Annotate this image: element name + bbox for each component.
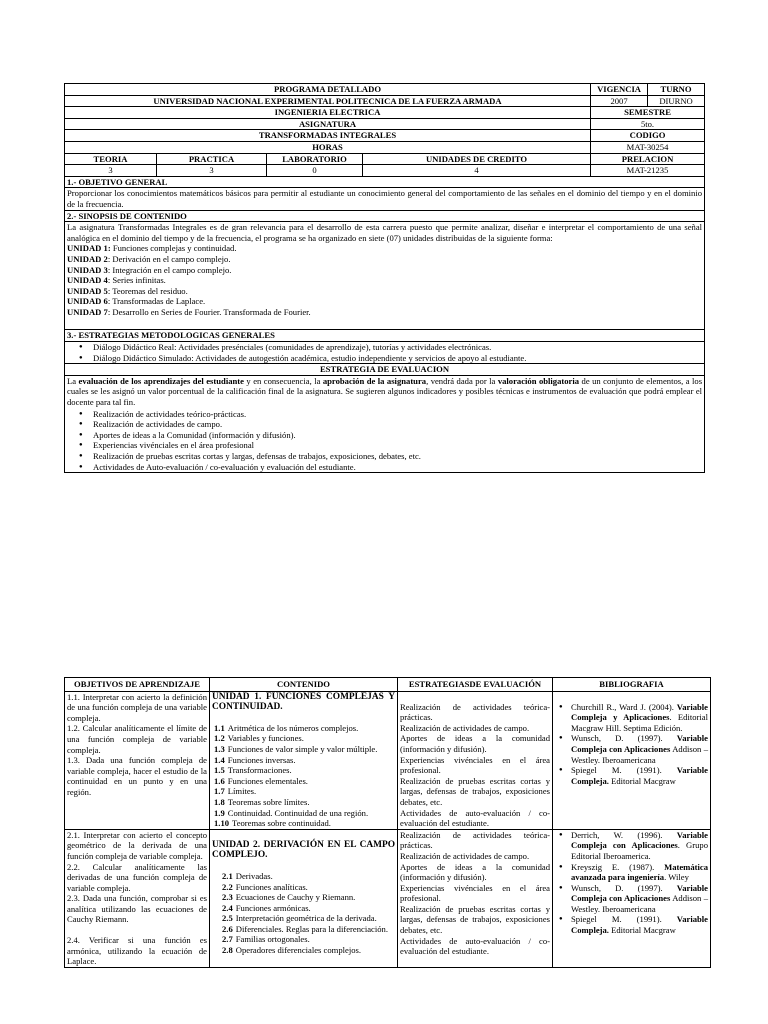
objetivos-cell — [65, 691, 210, 829]
contenido-text: Transformaciones. — [227, 765, 292, 776]
contenido-number: 1.4 — [214, 754, 225, 765]
contenido-item — [212, 818, 395, 829]
evaluacion-item: Realización de actividades teórica-prácticas. — [400, 829, 550, 851]
evaluacion-item: Realización de pruebas escritas cortas y largas, defensas de trabajos, exposiciones debates, etc. — [400, 775, 550, 807]
contenido-number: 1.3 — [214, 743, 225, 754]
unit-label: UNIDAD 4 — [67, 275, 108, 286]
contenido-item — [212, 723, 395, 734]
sinopsis-text: La asignatura Transformadas Integrales es de gran relevancia para el desarrollo de esta carrera puesto que permite analizar, diseñar e interpretar el comportamiento de una señal analógica en el dominio del tiempo y de la frecuencia, el programa se ha organizado en siete (07) unidades distribuidas de la siguiente forma: — [67, 222, 703, 243]
bib-publisher: . Grupo Editorial Iberoamerica. — [571, 840, 708, 861]
list-item: ● Actividades de Auto-evaluación / co-evaluación y evaluación del estudiante. — [93, 462, 702, 473]
bibliografia-item — [571, 914, 708, 935]
unidades-value: 4 — [363, 165, 591, 177]
unit-label: UNIDAD 5 — [67, 285, 108, 296]
evaluacion-items — [400, 830, 550, 957]
contenido-item — [212, 786, 395, 797]
unit-title: UNIDAD 1. FUNCIONES COMPLEJAS Y CONTINUIDAD. — [212, 691, 395, 713]
contenido-list — [212, 723, 395, 829]
contenido-number: 2.7 — [222, 934, 233, 945]
bib-author: Churchill R., Ward J. (2004). — [571, 701, 677, 712]
unit-text: Funciones complejas y continuidad. — [110, 243, 237, 254]
vigencia-value: 2007 — [591, 95, 648, 107]
evaluacion-cell — [65, 375, 705, 472]
unit-label: UNIDAD 2 — [67, 253, 108, 264]
contenido-number: 2.1 — [222, 870, 233, 881]
bib-publisher: . Editorial Macgraw Hill. Septima Edición. — [571, 712, 708, 733]
contenido-number: 2.5 — [222, 913, 233, 924]
contenido-item — [212, 903, 395, 914]
list-item: ● Realización de pruebas escritas cortas y largas, defensas de trabajos, exposiciones, debates, etc. — [93, 451, 702, 462]
list-item: ● Realización de actividades teórico-prácticas. — [93, 409, 702, 420]
contenido-text: Continuidad. Continuidad de una región. — [227, 807, 369, 818]
evaluacion-item: Experiencias vivénciales en el área profesional. — [400, 882, 550, 904]
contenido-cell — [210, 829, 398, 967]
estrategias-list — [67, 342, 702, 363]
contenido-number: 2.8 — [222, 945, 233, 956]
sinopsis-unit — [67, 254, 702, 265]
unit-text: : Derivación en el campo complejo. — [107, 253, 231, 264]
sinopsis-unit — [67, 286, 702, 297]
unit-title: UNIDAD 2. DERIVACIÓN EN EL CAMPO COMPLEJO. — [212, 839, 395, 861]
contenido-item — [212, 924, 395, 935]
contenido-text: Funciones elementales. — [227, 775, 308, 786]
contenido-number: 2.3 — [222, 892, 233, 903]
sinopsis-unit — [67, 296, 702, 307]
prelacion-label: PRELACION — [591, 153, 705, 165]
contenido-item — [212, 882, 395, 893]
contenido-number: 2.4 — [222, 902, 233, 913]
carrera-name: INGENIERIA ELECTRICA — [65, 107, 591, 119]
list-item: ● Experiencias vivénciales en el área profesional — [93, 440, 702, 451]
unit-label: UNIDAD 3 — [67, 264, 108, 275]
objetivo-item: 2.4. Verificar si una función es armónica, utilizando la ecuación de Laplace. — [67, 935, 207, 967]
col-header-evaluacion: ESTRATEGIASDE EVALUACIÓN — [398, 678, 553, 692]
unit-label: UNIDAD 1: — [67, 243, 111, 254]
bibliografia-item — [571, 765, 708, 786]
table-row — [65, 691, 711, 829]
contenido-item — [212, 776, 395, 787]
objetivo-item: 2.1. Interpretar con acierto el concepto geométrico de la derivada de una función compleja de variable compleja. — [67, 829, 207, 861]
sinopsis-cell — [65, 222, 705, 330]
bib-title: Variable Compleja con Aplicaciones — [571, 882, 708, 904]
teoria-value: 3 — [65, 165, 157, 177]
evaluacion-items — [400, 702, 550, 829]
bibliografia-cell — [553, 829, 711, 967]
bib-author: Wunsch, D. (1997). — [571, 733, 677, 744]
evaluacion-item: Realización de actividades de campo. — [400, 850, 530, 861]
asignatura-label: ASIGNATURA — [65, 118, 591, 130]
contenido-number: 1.5 — [214, 765, 225, 776]
laboratorio-value: 0 — [267, 165, 363, 177]
contenido-number: 2.6 — [222, 923, 233, 934]
program-header-table — [64, 83, 705, 473]
contenido-item — [212, 744, 395, 755]
contenido-text: Familias ortogonales. — [235, 934, 310, 945]
sinopsis-title: 2.- SINOPSIS DE CONTENIDO — [65, 210, 705, 222]
contenido-text: Teoremas sobre continuidad. — [232, 818, 331, 829]
contenido-text: Funciones analíticas. — [235, 881, 308, 892]
bib-title: Variable Compleja. — [571, 914, 708, 936]
objetivos-cell — [65, 829, 210, 967]
evaluacion-item: Actividades de auto-evaluación / co-evaluación del estudiante. — [400, 935, 550, 957]
bib-publisher: Addison – Westley. Iberoamericana — [571, 743, 709, 765]
contenido-item — [212, 871, 395, 882]
evaluacion-cell — [398, 691, 553, 829]
codigo-value: MAT-30254 — [591, 141, 705, 153]
unit-text: : Desarrollo en Series de Fourier. Transformada de Fourier. — [107, 306, 311, 317]
bib-author: Kreyszig E. (1987). — [571, 861, 665, 872]
content-table — [64, 677, 711, 968]
list-item: ● Diálogo Didáctico Real: Actividades presénciales (comunidades de aprendizaje), tutorías y actividades electrónicas. — [93, 342, 702, 353]
evaluacion-list — [67, 409, 702, 473]
evaluacion-item: Actividades de auto-evaluación / co-evaluación del estudiante. — [400, 807, 550, 829]
contenido-text: Variables y funciones. — [227, 733, 304, 744]
bibliografia-item — [571, 862, 708, 883]
bib-publisher: Addison – Westley. Iberoamericana — [571, 893, 709, 914]
objetivo-item: 1.3. Dada una función compleja de variable compleja, hacer el estudio de la continuidad en un punto y en una región. — [67, 755, 207, 797]
contenido-number: 1.8 — [214, 796, 225, 807]
unit-label: UNIDAD 6 — [67, 296, 108, 307]
contenido-item — [212, 913, 395, 924]
contenido-number: 1.6 — [214, 775, 225, 786]
horas-label: HORAS — [65, 141, 591, 153]
list-item: ● Aportes de ideas a la Comunidad (información y difusión). — [93, 430, 702, 441]
contenido-item — [212, 755, 395, 766]
contenido-text: Operadores diferenciales complejos. — [235, 945, 362, 956]
practica-label: PRACTICA — [157, 153, 267, 165]
contenido-item — [212, 765, 395, 776]
objetivo-item: 1.1. Interpretar con acierto la definición de una función compleja de una variable compleja. — [67, 691, 207, 723]
list-item: ● Diálogo Didáctico Simulado: Actividades de autogestión académica, estudio independiente y servicios de apoyo al estudiante. — [93, 353, 702, 364]
contenido-item — [212, 808, 395, 819]
contenido-number: 1.7 — [214, 786, 225, 797]
bibliografia-item — [571, 702, 708, 734]
unit-text: : Teoremas del residuo. — [107, 285, 188, 296]
bibliografia-item — [571, 830, 708, 862]
contenido-number: 1.10 — [214, 818, 230, 829]
estrategias-cell — [65, 342, 705, 364]
unit-label: UNIDAD 7 — [67, 306, 108, 317]
objetivo-item: 1.2. Calcular analíticamente el límite de una función compleja de variable compleja. — [67, 723, 207, 755]
bibliografia-cell — [553, 691, 711, 829]
contenido-number: 1.1 — [214, 722, 225, 733]
teoria-label: TEORIA — [65, 153, 157, 165]
sinopsis-unit — [67, 275, 702, 286]
evaluacion-text: La — [67, 375, 79, 386]
bib-title: Variable Compleja. — [571, 765, 708, 786]
bib-publisher: . Wiley — [664, 872, 689, 883]
objetivo-text: Proporcionar los conocimientos matemáticos básicos para permitir al estudiante un conocimiento general del comportamiento de las señales en el dominio del tiempo y en el dominio de la frecuencia. — [65, 188, 705, 210]
semestre-label: SEMESTRE — [591, 107, 705, 119]
evaluacion-paragraph — [67, 376, 702, 408]
bibliografia-list — [555, 830, 708, 936]
sinopsis-unit — [67, 307, 702, 318]
contenido-text: Límites. — [227, 786, 257, 797]
contenido-item — [212, 733, 395, 744]
list-item: ● Realización de actividades de campo. — [93, 419, 702, 430]
bib-title: Matemática avanzada para ingeniería — [571, 861, 708, 883]
evaluacion-title: ESTRATEGIA DE EVALUACION — [65, 364, 705, 376]
unit-text: : Transformadas de Laplace. — [107, 296, 206, 307]
unit-text: : Series infinitas. — [107, 275, 166, 286]
contenido-number: 2.2 — [222, 881, 233, 892]
turno-label: TURNO — [648, 84, 705, 96]
contenido-number: 1.2 — [214, 733, 225, 744]
contenido-list — [212, 871, 395, 956]
bib-title: Variable Compleja y Aplicaciones — [571, 701, 708, 723]
bib-author: Spiegel M. (1991). — [571, 914, 677, 925]
semestre-value: 5to. — [591, 118, 705, 130]
objetivo-item: 2.3. Dada una función, comprobar si es analítica utilizando las ecuaciones de Cauchy Riemann. — [67, 893, 207, 925]
evaluacion-item: Experiencias vivénciales en el área profesional. — [400, 754, 550, 776]
evaluacion-bold: valoración obligatoria — [497, 375, 580, 386]
bib-title: Variable Compleja con Aplicaciones — [571, 733, 708, 754]
contenido-text: Funciones de valor simple y valor múltiple. — [227, 743, 378, 754]
bib-title: Variable Compleja con Aplicaciones — [571, 829, 708, 851]
contenido-item — [212, 892, 395, 903]
evaluacion-item: Realización de pruebas escritas cortas y largas, defensas de trabajos, exposiciones debates, etc. — [400, 903, 550, 936]
programa-title: PROGRAMA DETALLADO — [65, 84, 591, 96]
universidad-name: UNIVERSIDAD NACIONAL EXPERIMENTAL POLITECNICA DE LA FUERZA ARMADA — [65, 95, 591, 107]
contenido-item — [212, 945, 395, 956]
objetivo-item: 2.2. Calcular analíticamente las derivadas de una función compleja de variable compleja. — [67, 861, 207, 893]
evaluacion-text: y en consecuencia, la — [243, 375, 323, 386]
evaluacion-item: Realización de actividades de campo. — [400, 722, 530, 733]
contenido-item — [212, 934, 395, 945]
bib-author: Derrich, W. (1996). — [571, 829, 677, 840]
contenido-text: Ecuaciones de Cauchy y Riemann. — [235, 892, 356, 903]
evaluacion-bold: evaluación de los aprendizajes del estudiante — [78, 375, 244, 386]
col-header-objetivos: OBJETIVOS DE APRENDIZAJE — [65, 678, 210, 692]
table-row — [65, 829, 711, 967]
unidades-label: UNIDADES DE CREDITO — [363, 153, 591, 165]
contenido-text: Derivadas. — [235, 870, 273, 881]
contenido-text: Aritmética de los números complejos. — [227, 722, 359, 733]
unit-text: : Integración en el campo complejo. — [107, 264, 232, 275]
contenido-text: Funciones inversas. — [227, 754, 296, 765]
contenido-text: Diferenciales. Reglas para la diferenciación. — [235, 923, 388, 934]
evaluacion-cell — [398, 829, 553, 967]
codigo-label: CODIGO — [591, 130, 705, 142]
col-header-contenido: CONTENIDO — [210, 678, 398, 692]
contenido-text: Teoremas sobre límites. — [227, 796, 310, 807]
sinopsis-unit — [67, 265, 702, 276]
bib-publisher: Editorial Macgraw — [608, 775, 676, 786]
contenido-text: Interpretación geométrica de la derivada. — [235, 913, 377, 924]
evaluacion-text: , vendrá dada por la — [426, 375, 498, 386]
bib-author: Spiegel M. (1991). — [571, 765, 677, 776]
contenido-cell — [210, 691, 398, 829]
bibliografia-item — [571, 733, 708, 765]
evaluacion-text: de un conjunto de elementos, a los cuales se les asignó un valor porcentual de la calificación final de la asignatura. Se sugieren algunos indicadores y posibles técnicas e instrumentos de evaluación que podrá emplear el docente para tal fin. — [67, 375, 703, 408]
evaluacion-item: Aportes de ideas a la comunidad (información y difusión). — [400, 861, 550, 883]
contenido-number: 1.9 — [214, 807, 225, 818]
evaluacion-bold: aprobación de la asignatura — [322, 375, 427, 386]
laboratorio-label: LABORATORIO — [267, 153, 363, 165]
bib-author: Wunsch, D. (1997). — [571, 882, 677, 893]
asignatura-name: TRANSFORMADAS INTEGRALES — [65, 130, 591, 142]
bibliografia-list — [555, 702, 708, 787]
sinopsis-unit — [67, 243, 702, 254]
estrategias-title: 3.- ESTRATEGIAS METODOLOGICAS GENERALES — [65, 330, 705, 342]
spacer — [67, 925, 207, 935]
contenido-item — [212, 797, 395, 808]
sinopsis-unit-list — [67, 243, 702, 317]
vigencia-label: VIGENCIA — [591, 84, 648, 96]
bibliografia-item — [571, 883, 708, 915]
practica-value: 3 — [157, 165, 267, 177]
evaluacion-item: Realización de actividades teórica-prácticas. — [400, 701, 550, 723]
col-header-bibliografia: BIBLIOGRAFIA — [553, 678, 711, 692]
objetivo-title: 1.- OBJETIVO GENERAL — [65, 176, 705, 188]
prelacion-value: MAT-21235 — [591, 165, 705, 177]
evaluacion-item: Aportes de ideas a la comunidad (información y difusión). — [400, 733, 550, 754]
contenido-text: Funciones armónicas. — [235, 902, 311, 913]
bib-publisher: Editorial Macgraw — [608, 925, 676, 936]
turno-value: DIURNO — [648, 95, 705, 107]
